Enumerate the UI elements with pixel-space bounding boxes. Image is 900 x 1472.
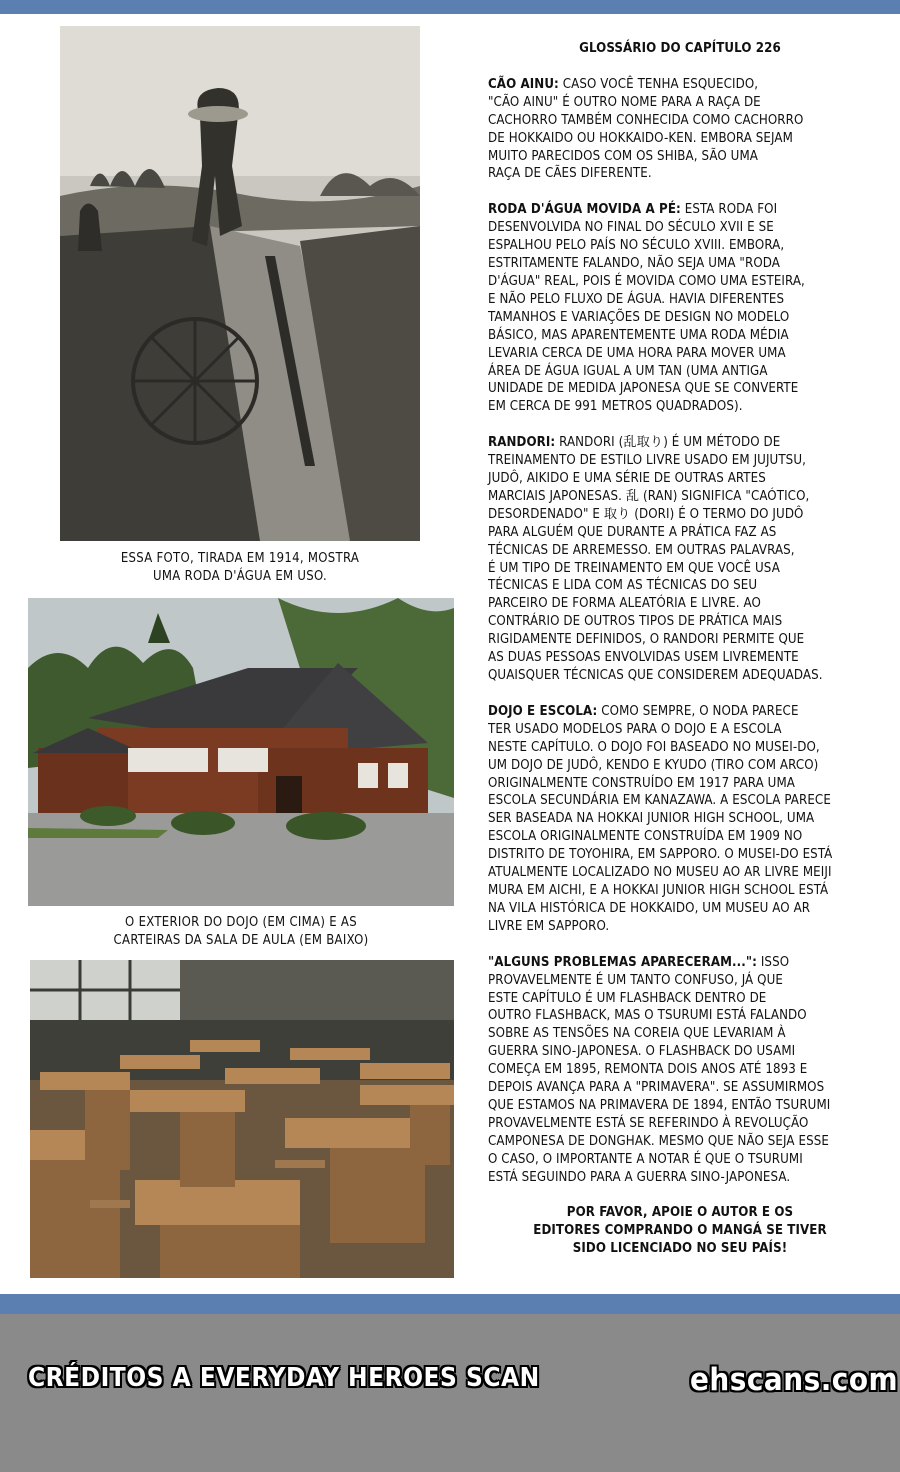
glossary-title: GLOSSÁRIO DO CAPÍTULO 226 [579,41,781,56]
glossary-term: RODA D'ÁGUA MOVIDA A PÉ: [488,202,681,218]
water-wheel-caption: ESSA FOTO, TIRADA EM 1914, MOSTRA UMA RODA D'ÁGUA EM USO. [120,551,360,584]
glossary-text: RANDORI (乱取り) É UM MÉTODO DE TREINAMENTO DE ESTILO LIVRE USADO EM JUJUTSU, JUDÔ, AIKIDO E UMA SÉRIE DE OUTRAS ARTES MARCIAIS JAPONESAS. 乱 (RAN) SIGNIFICA "CAÓTICO, DESORDENADO" E 取り (DORI) É O TERMO DO JUDÔ PARA ALGUÉM QUE DURANTE A PRÁTICA FAZ AS TÉCNICAS DE ARREMESSO. EM OUTRAS PALAVRAS, É UM TIPO DE TREINAMENTO EM QUE VOCÊ USA TÉCNICAS E LIDA COM AS TÉCNICAS DO SEU PARCEIRO DE FORMA ALEATÓRIA E LIVRE. AO CONTRÁRIO DE OUTROS TIPOS DE PRÁTICA MAIS RIGIDAMENTE DEFINIDOS, O RANDORI PERMITE QUE AS DUAS PESSOAS ENVOLVIDAS USEM LIVREMENTE QUAISQUER TÉCNICAS QUE CONSIDEREM ADEQUADAS. [488,435,823,683]
glossary-term: "ALGUNS PROBLEMAS APARECERAM...": [488,954,757,970]
dojo-caption: O EXTERIOR DO DOJO (EM CIMA) E AS CARTEIRAS DA SALA DE AULA (EM BAIXO) [113,915,369,948]
glossary-text: CASO VOCÊ TENHA ESQUECIDO, "CÃO AINU" É OUTRO NOME PARA A RAÇA DE CACHORRO TAMBÉM CONHECIDA COMO CACHORRO DE HOKKAIDO OU HOKKAIDO-KEN. EMBORA SEJAM MUITO PARECIDOS COM OS SHIBA, SÃO UMA RAÇA DE CÃES DIFERENTE. [488,76,804,182]
glossary [488,40,872,1258]
glossary-entry-alguns-problemas [488,954,872,1187]
glossary-term: DOJO E ESCOLA: [488,703,598,719]
top-accent-bar [0,0,900,14]
site-link[interactable]: ehscans.com [690,1362,899,1398]
glossary-entry-randori [488,434,872,685]
glossary-entry-roda-dagua [488,201,872,416]
glossary-text: COMO SEMPRE, O NODA PARECE TER USADO MODELOS PARA O DOJO E A ESCOLA NESTE CAPÍTULO. O DOJO FOI BASEADO NO MUSEI-DO, UM DOJO DE JUDÔ, KENDO E KYUDO (TIRO COM ARCO) ORIGINALMENTE CONSTRUÍDO EM 1917 PARA UMA ESCOLA SECUNDÁRIA EM KANAZAWA. A ESCOLA PARECE SER BASEADA NA HOKKAI JUNIOR HIGH SCHOOL, UMA ESCOLA ORIGINALMENTE CONSTRUÍDA EM 1909 NO DISTRITO DE TOYOHIRA, EM SAPPORO. O MUSEI-DO ESTÁ ATUALMENTE LOCALIZADO NO MUSEU AO AR LIVRE MEIJI MURA EM AICHI, E A HOKKAI JUNIOR HIGH SCHOOL ESTÁ NA VILA HISTÓRICA DE HOKKAIDO, UM MUSEU AO AR LIVRE EM SAPPORO. [488,703,833,934]
water-wheel-photo [60,26,420,541]
scanlation-credits: CRÉDITOS A EVERYDAY HEROES SCAN [28,1363,540,1393]
dojo-exterior-photo [28,598,454,906]
support-author-note: POR FAVOR, APOIE O AUTOR E OS EDITORES COMPRANDO O MANGÁ SE TIVER SIDO LICENCIADO NO SEU PAÍS! [533,1205,827,1257]
glossary-term: CÃO AINU: [488,76,559,92]
classroom-desks-photo [30,960,454,1278]
glossary-text: ISSO PROVAVELMENTE É UM TANTO CONFUSO, JÁ QUE ESTE CAPÍTULO É UM FLASHBACK DENTRO DE OUTRO FLASHBACK, MAS O TSURUMI ESTÁ FALANDO SOBRE AS TENSÕES NA COREIA QUE LEVARIAM À GUERRA SINO-JAPONESA. O FLASHBACK DO USAMI COMEÇA EM 1895, REMONTA DOIS ANOS ATÉ 1893 E DEPOIS AVANÇA PARA A "PRIMAVERA". SE ASSUMIRMOS QUE ESTAMOS NA PRIMAVERA DE 1894, ENTÃO TSURUMI PROVAVELMENTE ESTÁ SE REFERINDO À REVOLUÇÃO CAMPONESA DE DONGHAK. MESMO QUE NÃO SEJA ESSE O CASO, O IMPORTANTE A NOTAR É QUE O TSURUMI ESTÁ SEGUINDO PARA A GUERRA SINO-JAPONESA. [488,954,831,1185]
footer-accent-bar [0,1294,900,1314]
glossary-entry-dojo-escola [488,703,872,936]
glossary-term: RANDORI: [488,435,556,451]
glossary-entry-cao-ainu [488,76,872,183]
glossary-text: ESTA RODA FOI DESENVOLVIDA NO FINAL DO SÉCULO XVII E SE ESPALHOU PELO PAÍS NO SÉCULO XVIII. EMBORA, ESTRITAMENTE FALANDO, NÃO SEJA UMA "RODA D'ÁGUA" REAL, POIS É MOVIDA COMO UMA ESTEIRA, E NÃO PELO FLUXO DE ÁGUA. HAVIA DIFERENTES TAMANHOS E VARIAÇÕES DE DESIGN NO MODELO BÁSICO, MAS APARENTEMENTE UMA RODA MÉDIA LEVARIA CERCA DE UMA HORA PARA MOVER UMA ÁREA DE ÁGUA IGUAL A UM TAN (UMA ANTIGA UNIDADE DE MEDIDA JAPONESA QUE SE CONVERTE EM CERCA DE 991 METROS QUADRADOS). [488,202,805,415]
